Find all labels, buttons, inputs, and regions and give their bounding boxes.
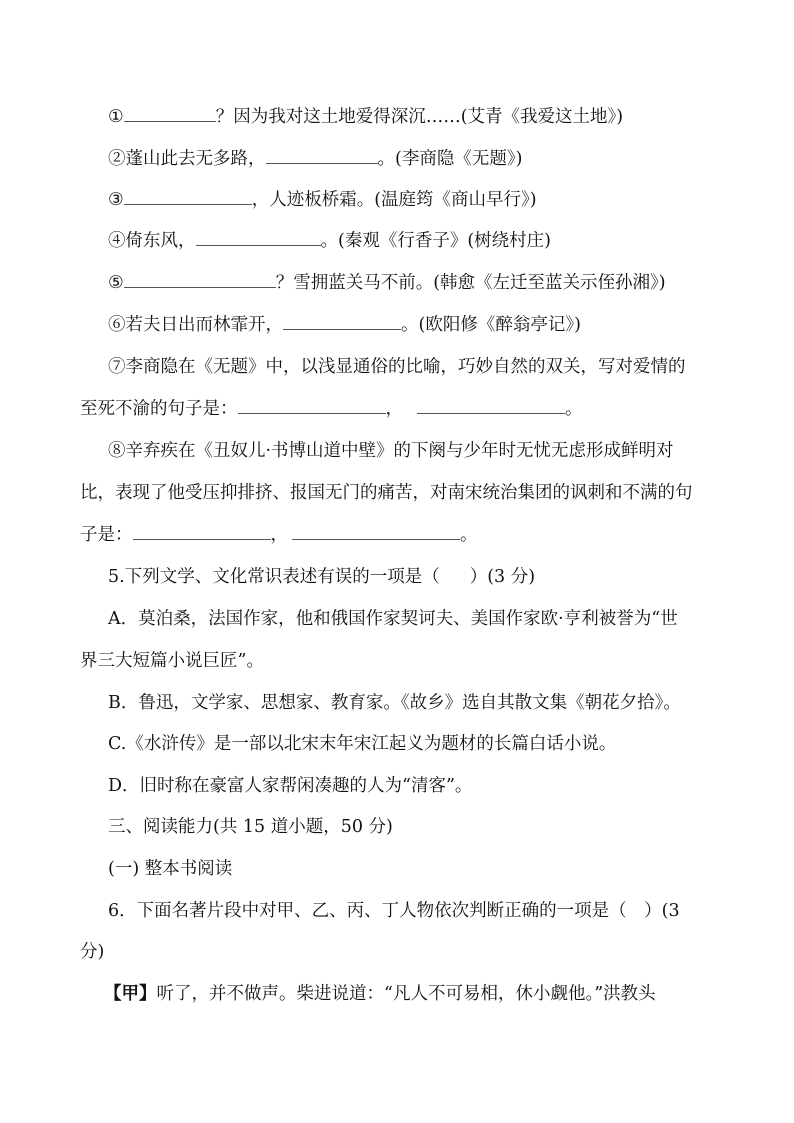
question-8-line-2: 比，表现了他受压抑排挤、报国无门的痛苦，对南宋统治集团的讽刺和不满的句 xyxy=(80,483,693,503)
answer-blank[interactable] xyxy=(283,313,401,330)
question-5-title xyxy=(108,565,724,589)
question-5-stem: 5.下列文学、文化常识表述有误的一项是（ xyxy=(108,567,440,587)
section-3-heading: 三、阅读能力(共 15 道小题，50 分) xyxy=(108,817,393,837)
answer-blank[interactable] xyxy=(292,523,460,540)
question-1 xyxy=(108,105,724,129)
comma: ， xyxy=(385,399,403,419)
subsection-heading: (一) 整本书阅读 xyxy=(108,859,233,879)
answer-blank[interactable] xyxy=(196,229,321,246)
option-b: B．鲁迅，文学家、思想家、教育家。《故乡》选自其散文集《朝花夕拾》。 xyxy=(108,693,681,713)
answer-blank[interactable] xyxy=(124,188,252,205)
answer-blank[interactable] xyxy=(124,271,276,288)
question-6-line-2: 分) xyxy=(80,942,105,962)
question-8-line-1: ⑧辛弃疾在《丑奴儿·书博山道中壁》的下阕与少年时无忧无虑形成鲜明对 xyxy=(108,441,674,461)
question-6-text: ⑥若夫日出而林霏开， xyxy=(108,315,283,335)
answer-blank[interactable] xyxy=(124,105,216,122)
question-3-text: ，人迹板桥霜。(温庭筠《商山早行》) xyxy=(251,190,537,210)
question-3-number: ③ xyxy=(108,190,124,210)
period: 。 xyxy=(565,399,583,419)
question-5-number: ⑤ xyxy=(108,273,124,293)
question-7-line-2 xyxy=(80,397,724,421)
answer-blank[interactable] xyxy=(133,523,271,540)
passage-text: 听了，并不做声。柴进说道：“凡人不可易相，休小觑他。”洪教头 xyxy=(156,984,656,1004)
question-6-line-1: 6．下面名著片段中对甲、乙、丙、丁人物依次判断正确的一项是（ ）(3 xyxy=(108,901,680,921)
passage-jia xyxy=(104,982,724,1006)
option-a-line-1: A．莫泊桑，法国作家，他和俄国作家契诃夫、美国作家欧·亨利被誉为“世 xyxy=(108,609,678,629)
question-4-text: ④倚东风， xyxy=(108,231,196,251)
question-4-source: 。(秦观《行香子》(树绕村庄) xyxy=(320,231,551,251)
option-c: C.《水浒传》是一部以北宋末年宋江起义为题材的长篇白话小说。 xyxy=(108,734,617,754)
answer-blank[interactable] xyxy=(266,147,378,164)
question-4 xyxy=(108,229,724,253)
question-6-source: 。(欧阳修《醉翁亭记》) xyxy=(401,315,581,335)
period: 。 xyxy=(460,525,478,545)
question-2-text: ②蓬山此去无多路， xyxy=(108,149,266,169)
option-a-line-2: 界三大短篇小说巨匠”。 xyxy=(80,651,264,671)
question-8-line-3 xyxy=(80,523,724,547)
question-5-text: ？雪拥蓝关马不前。(韩愈《左迁至蓝关示侄孙湘》) xyxy=(275,273,666,293)
question-7-prompt: 至死不渝的句子是： xyxy=(80,399,238,419)
question-1-text: ？因为我对这土地爱得深沉……(艾青《我爱这土地》) xyxy=(215,107,624,127)
answer-blank[interactable] xyxy=(417,397,565,414)
question-3 xyxy=(108,188,724,212)
question-7-line-1: ⑦李商隐在《无题》中，以浅显通俗的比喻，巧妙自然的双关，写对爱情的 xyxy=(108,357,686,377)
question-1-number: ① xyxy=(108,107,124,127)
question-2-source: 。(李商隐《无题》) xyxy=(377,149,523,169)
option-d: D．旧时称在豪富人家帮闲凑趣的人为“清客”。 xyxy=(108,776,473,796)
passage-label: 【甲】 xyxy=(104,984,157,1004)
answer-blank[interactable] xyxy=(238,397,386,414)
question-6-fill xyxy=(108,313,724,337)
comma: ， xyxy=(270,525,288,545)
question-8-prompt: 子是： xyxy=(80,525,133,545)
question-5-fill xyxy=(108,271,724,295)
question-5-score: ）(3 分) xyxy=(469,567,536,587)
question-2 xyxy=(108,147,724,171)
